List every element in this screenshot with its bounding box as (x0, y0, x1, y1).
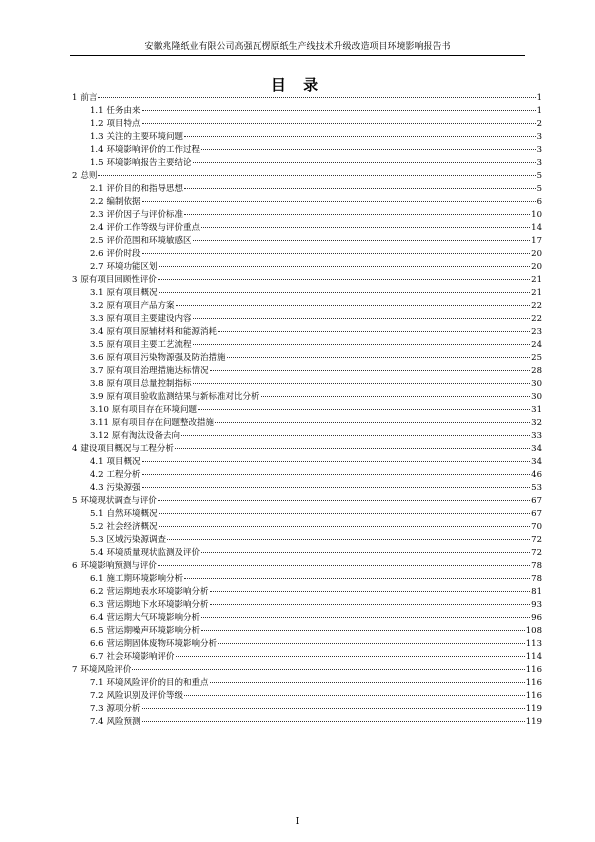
toc-section-entry[interactable] (72, 365, 542, 378)
toc-entry-title: 原有项目验收监测结果与新标准对比分析 (106, 392, 260, 402)
toc-entry-number: 3.6 (90, 353, 104, 363)
toc-dot-leader (176, 656, 525, 657)
toc-section-entry[interactable] (72, 573, 542, 586)
toc-entry-page: 78 (531, 561, 542, 571)
toc-dot-leader (142, 253, 531, 254)
toc-section-entry[interactable] (72, 248, 542, 261)
toc-section-entry[interactable] (72, 638, 542, 651)
toc-entry-page: 5 (536, 184, 542, 194)
toc-section-entry[interactable] (72, 131, 542, 144)
toc-entry-number: 6.7 (90, 652, 104, 662)
toc-entry-title: 原有项目回顾性评价 (80, 275, 157, 285)
toc-section-entry[interactable] (72, 352, 542, 365)
toc-entry-number: 6 (72, 561, 78, 571)
toc-entry-title: 原有项目主要建设内容 (106, 314, 192, 324)
toc-entry-page: 34 (531, 444, 542, 454)
toc-entry-title: 原有项目治理措施达标情况 (106, 366, 209, 376)
toc-section-entry[interactable] (72, 222, 542, 235)
toc-entry-number: 7.4 (90, 717, 104, 727)
toc-entry-number: 3.12 (90, 431, 109, 441)
toc-entry-page: 2 (536, 119, 542, 129)
toc-dot-leader (98, 175, 535, 176)
toc-entry-title: 污染源强 (106, 483, 141, 493)
toc-entry-page: 72 (531, 535, 542, 545)
toc-entry-page: 14 (531, 223, 542, 233)
toc-entry-page: 67 (531, 496, 542, 506)
toc-entry-number: 6.5 (90, 626, 104, 636)
toc-entry-page: 30 (531, 392, 542, 402)
toc-entry-title: 原有项目概况 (106, 288, 158, 298)
toc-entry-page: 116 (525, 678, 542, 688)
toc-chapter-entry[interactable] (72, 560, 542, 573)
toc-dot-leader (193, 162, 536, 163)
toc-entry-page: 78 (531, 574, 542, 584)
table-of-contents (72, 92, 542, 729)
toc-entry-page: 32 (531, 418, 542, 428)
toc-entry-page: 24 (531, 340, 542, 350)
toc-section-entry[interactable] (72, 144, 542, 157)
toc-section-entry[interactable] (72, 391, 542, 404)
toc-entry-page: 20 (531, 262, 542, 272)
toc-entry-number: 3 (72, 275, 78, 285)
toc-entry-title: 营运期地表水环境影响分析 (106, 587, 209, 597)
toc-section-entry[interactable] (72, 599, 542, 612)
toc-entry-title: 营运期固体废物环境影响分析 (106, 639, 218, 649)
toc-entry-number: 1.1 (90, 106, 104, 116)
toc-dot-leader (201, 149, 536, 150)
toc-entry-title: 风险预测 (106, 717, 141, 727)
toc-entry-number: 3.5 (90, 340, 104, 350)
toc-dot-leader (184, 188, 536, 189)
toc-dot-leader (184, 578, 530, 579)
toc-entry-page: 119 (525, 704, 542, 714)
toc-section-entry[interactable] (72, 339, 542, 352)
toc-entry-number: 2.6 (90, 249, 104, 259)
toc-section-entry[interactable] (72, 300, 542, 313)
toc-section-entry[interactable] (72, 508, 542, 521)
toc-entry-number: 6.4 (90, 613, 104, 623)
toc-dot-leader (193, 240, 531, 241)
toc-entry-number: 3.2 (90, 301, 104, 311)
toc-section-entry[interactable] (72, 534, 542, 547)
toc-entry-number: 6.2 (90, 587, 104, 597)
toc-entry-number: 3.1 (90, 288, 104, 298)
toc-entry-title: 区域污染源调查 (106, 535, 167, 545)
toc-entry-title: 任务由来 (106, 106, 141, 116)
toc-dot-leader (215, 422, 530, 423)
toc-entry-number: 5 (72, 496, 78, 506)
toc-dot-leader (184, 136, 536, 137)
toc-entry-number: 3.3 (90, 314, 104, 324)
toc-title: 目 录 (270, 76, 325, 94)
toc-entry-number: 1.2 (90, 119, 104, 129)
toc-entry-title: 项目概况 (106, 457, 141, 467)
toc-entry-page: 3 (536, 158, 542, 168)
toc-section-entry[interactable] (72, 157, 542, 170)
toc-entry-page: 119 (525, 717, 542, 727)
toc-dot-leader (167, 539, 530, 540)
toc-entry-number: 3.9 (90, 392, 104, 402)
toc-entry-page: 6 (536, 197, 542, 207)
toc-entry-page: 22 (531, 314, 542, 324)
toc-entry-number: 5.3 (90, 535, 104, 545)
toc-entry-page: 28 (531, 366, 542, 376)
toc-entry-page: 17 (531, 236, 542, 246)
toc-section-entry[interactable] (72, 313, 542, 326)
toc-entry-title: 环境影响预测与评价 (80, 561, 157, 571)
toc-entry-title: 原有项目产品方案 (106, 301, 175, 311)
toc-entry-title: 社会环境影响评价 (106, 652, 175, 662)
toc-entry-page: 53 (531, 483, 542, 493)
toc-entry-page: 1 (536, 106, 542, 116)
toc-chapter-entry[interactable] (72, 495, 542, 508)
toc-dot-leader (142, 708, 525, 709)
toc-section-entry[interactable] (72, 456, 542, 469)
toc-entry-number: 7 (72, 665, 78, 675)
toc-entry-title: 营运期噪声环境影响分析 (106, 626, 201, 636)
toc-entry-page: 114 (525, 652, 542, 662)
toc-dot-leader (210, 370, 531, 371)
toc-section-entry[interactable] (72, 547, 542, 560)
toc-entry-title: 环境功能区划 (106, 262, 158, 272)
toc-dot-leader (158, 279, 530, 280)
toc-entry-page: 108 (525, 626, 542, 636)
toc-entry-title: 施工期环境影响分析 (106, 574, 184, 584)
toc-entry-number: 1.3 (90, 132, 104, 142)
toc-entry-title: 风险识别及评价等级 (106, 691, 184, 701)
toc-section-entry[interactable] (72, 612, 542, 625)
toc-section-entry[interactable] (72, 469, 542, 482)
toc-section-entry[interactable] (72, 378, 542, 391)
toc-entry-page: 81 (531, 587, 542, 597)
toc-entry-title: 原有项目污染物源强及防治措施 (106, 353, 226, 363)
toc-entry-title: 原有项目原辅材料和能源消耗 (106, 327, 218, 337)
toc-entry-title: 环境风险评价的目的和重点 (106, 678, 209, 688)
toc-entry-page: 5 (536, 171, 542, 181)
toc-entry-number: 3.11 (90, 418, 109, 428)
toc-dot-leader (181, 435, 530, 436)
toc-entry-number: 1.5 (90, 158, 104, 168)
toc-entry-number: 4.2 (90, 470, 104, 480)
toc-entry-title: 环境影响评价的工作过程 (106, 145, 201, 155)
toc-entry-title: 原有项目存在问题整改措施 (111, 418, 214, 428)
toc-entry-number: 4 (72, 444, 78, 454)
toc-entry-number: 3.7 (90, 366, 104, 376)
toc-section-entry[interactable] (72, 183, 542, 196)
toc-section-entry[interactable] (72, 404, 542, 417)
toc-section-entry[interactable] (72, 482, 542, 495)
toc-entry-title: 环境现状调查与评价 (80, 496, 157, 506)
toc-entry-title: 环境影响报告主要结论 (106, 158, 192, 168)
toc-dot-leader (193, 344, 531, 345)
toc-section-entry[interactable] (72, 703, 542, 716)
toc-entry-page: 70 (531, 522, 542, 532)
toc-entry-page: 25 (531, 353, 542, 363)
toc-section-entry[interactable] (72, 196, 542, 209)
toc-dot-leader (184, 695, 525, 696)
toc-entry-title: 项目特点 (106, 119, 141, 129)
toc-entry-number: 2.4 (90, 223, 104, 233)
page-number: I (295, 817, 300, 827)
toc-entry-title: 营运期地下水环境影响分析 (106, 600, 209, 610)
toc-entry-page: 72 (531, 548, 542, 558)
toc-section-entry[interactable] (72, 261, 542, 274)
toc-dot-leader (210, 682, 525, 683)
toc-section-entry[interactable] (72, 586, 542, 599)
toc-entry-page: 116 (525, 691, 542, 701)
toc-section-entry[interactable] (72, 430, 542, 443)
toc-entry-number: 1 (72, 93, 78, 103)
toc-dot-leader (159, 266, 531, 267)
header-rule (70, 55, 525, 56)
toc-entry-number: 2.1 (90, 184, 104, 194)
toc-entry-number: 1.4 (90, 145, 104, 155)
toc-chapter-entry[interactable] (72, 664, 542, 677)
toc-dot-leader (184, 214, 530, 215)
toc-entry-page: 31 (531, 405, 542, 415)
toc-entry-number: 2 (72, 171, 78, 181)
toc-entry-number: 5.2 (90, 522, 104, 532)
toc-dot-leader (261, 396, 531, 397)
toc-dot-leader (176, 305, 531, 306)
toc-entry-title: 营运期大气环境影响分析 (106, 613, 201, 623)
toc-dot-leader (227, 357, 531, 358)
toc-entry-page: 46 (531, 470, 542, 480)
toc-entry-title: 工程分析 (106, 470, 141, 480)
toc-dot-leader (132, 669, 524, 670)
toc-entry-title: 社会经济概况 (106, 522, 158, 532)
toc-entry-page: 116 (525, 665, 542, 675)
toc-entry-title: 环境风险评价 (80, 665, 132, 675)
toc-dot-leader (201, 227, 530, 228)
toc-dot-leader (218, 331, 530, 332)
toc-entry-title: 关注的主要环境问题 (106, 132, 184, 142)
toc-section-entry[interactable] (72, 105, 542, 118)
toc-entry-title: 评价目的和指导思想 (106, 184, 184, 194)
toc-section-entry[interactable] (72, 677, 542, 690)
toc-entry-title: 环境质量现状监测及评价 (106, 548, 201, 558)
toc-dot-leader (159, 513, 531, 514)
toc-dot-leader (142, 110, 536, 111)
toc-section-entry[interactable] (72, 235, 542, 248)
toc-dot-leader (142, 487, 531, 488)
toc-entry-number: 2.3 (90, 210, 104, 220)
toc-dot-leader (201, 552, 530, 553)
toc-dot-leader (201, 630, 525, 631)
toc-chapter-entry[interactable] (72, 170, 542, 183)
toc-entry-title: 评价范围和环境敏感区 (106, 236, 192, 246)
toc-entry-page: 1 (536, 93, 542, 103)
toc-section-entry[interactable] (72, 326, 542, 339)
toc-dot-leader (218, 643, 525, 644)
toc-entry-page: 23 (531, 327, 542, 337)
toc-dot-leader (159, 292, 531, 293)
toc-section-entry[interactable] (72, 716, 542, 729)
toc-entry-number: 6.1 (90, 574, 104, 584)
toc-entry-title: 自然环境概况 (106, 509, 158, 519)
toc-entry-number: 2.2 (90, 197, 104, 207)
toc-entry-number: 5.1 (90, 509, 104, 519)
toc-entry-number: 7.1 (90, 678, 104, 688)
toc-section-entry[interactable] (72, 287, 542, 300)
toc-chapter-entry[interactable] (72, 274, 542, 287)
toc-section-entry[interactable] (72, 209, 542, 222)
toc-entry-number: 4.1 (90, 457, 104, 467)
toc-dot-leader (159, 526, 531, 527)
toc-section-entry[interactable] (72, 625, 542, 638)
toc-entry-number: 3.8 (90, 379, 104, 389)
toc-entry-page: 67 (531, 509, 542, 519)
toc-dot-leader (158, 565, 530, 566)
toc-entry-page: 30 (531, 379, 542, 389)
toc-dot-leader (193, 383, 531, 384)
toc-entry-page: 21 (531, 275, 542, 285)
toc-section-entry[interactable] (72, 417, 542, 430)
toc-entry-title: 评价因子与评价标准 (106, 210, 184, 220)
toc-entry-number: 7.3 (90, 704, 104, 714)
toc-section-entry[interactable] (72, 521, 542, 534)
toc-dot-leader (142, 474, 531, 475)
toc-entry-page: 10 (531, 210, 542, 220)
toc-dot-leader (210, 604, 531, 605)
toc-entry-page: 20 (531, 249, 542, 259)
toc-entry-title: 总则 (80, 171, 98, 181)
toc-entry-title: 评价时段 (106, 249, 141, 259)
toc-dot-leader (142, 721, 525, 722)
toc-entry-number: 6.3 (90, 600, 104, 610)
toc-entry-page: 96 (531, 613, 542, 623)
toc-section-entry[interactable] (72, 690, 542, 703)
toc-entry-page: 22 (531, 301, 542, 311)
toc-dot-leader (158, 500, 530, 501)
toc-chapter-entry[interactable] (72, 443, 542, 456)
toc-dot-leader (142, 461, 531, 462)
toc-section-entry[interactable] (72, 651, 542, 664)
toc-dot-leader (175, 448, 530, 449)
toc-entry-number: 6.6 (90, 639, 104, 649)
toc-entry-page: 33 (531, 431, 542, 441)
toc-entry-title: 编制依据 (106, 197, 141, 207)
toc-entry-number: 4.3 (90, 483, 104, 493)
running-header: 安徽兆隆纸业有限公司高强瓦楞原纸生产线技术升级改造项目环境影响报告书 (144, 42, 451, 52)
toc-entry-number: 5.4 (90, 548, 104, 558)
toc-entry-number: 2.7 (90, 262, 104, 272)
toc-entry-page: 34 (531, 457, 542, 467)
toc-dot-leader (201, 617, 530, 618)
toc-dot-leader (193, 318, 531, 319)
toc-entry-title: 原有项目总量控制指标 (106, 379, 192, 389)
toc-entry-page: 3 (536, 132, 542, 142)
toc-dot-leader (98, 97, 535, 98)
toc-entry-title: 原有淘汰设备去向 (111, 431, 180, 441)
toc-dot-leader (210, 591, 531, 592)
toc-entry-page: 113 (525, 639, 542, 649)
toc-entry-title: 评价工作等级与评价重点 (106, 223, 201, 233)
toc-entry-number: 3.10 (90, 405, 109, 415)
toc-section-entry[interactable] (72, 118, 542, 131)
toc-entry-title: 原有项目主要工艺流程 (106, 340, 192, 350)
toc-entry-title: 建设项目概况与工程分析 (80, 444, 174, 454)
toc-dot-leader (142, 201, 536, 202)
toc-dot-leader (142, 123, 536, 124)
toc-dot-leader (198, 409, 530, 410)
toc-entry-title: 原有项目存在环境问题 (111, 405, 197, 415)
toc-entry-number: 2.5 (90, 236, 104, 246)
toc-entry-number: 7.2 (90, 691, 104, 701)
toc-entry-title: 源项分析 (106, 704, 141, 714)
toc-entry-page: 93 (531, 600, 542, 610)
toc-entry-title: 前言 (80, 93, 98, 103)
toc-chapter-entry[interactable] (72, 92, 542, 105)
toc-entry-page: 3 (536, 145, 542, 155)
toc-entry-number: 3.4 (90, 327, 104, 337)
toc-entry-page: 21 (531, 288, 542, 298)
